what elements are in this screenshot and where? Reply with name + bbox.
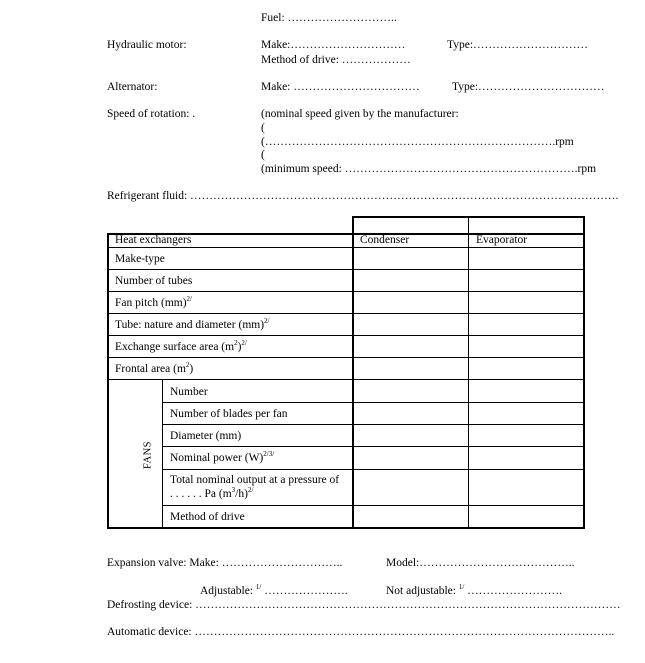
unit-exponent: 2 — [234, 339, 238, 348]
row-nominal-power — [170, 450, 275, 465]
adjustable-label: Adjustable: — [200, 585, 254, 597]
method-of-drive-field: Method of drive: ……………… — [261, 54, 411, 66]
speed-nominal-text: (nominal speed given by the manufacturer: — [261, 108, 459, 120]
row-fan-pitch — [115, 295, 192, 310]
row-label: Number of tubes — [115, 275, 193, 287]
row-method-of-drive — [170, 512, 245, 524]
table-line — [162, 446, 585, 447]
table-line — [468, 216, 469, 529]
expansion-valve-model-field: Model:………………………………….. — [386, 557, 575, 569]
table-line — [107, 313, 585, 314]
adjustable-field — [200, 583, 348, 598]
table-line — [162, 424, 585, 425]
footnote-ref: 1/ — [458, 583, 465, 592]
row-label: Exchange surface area (m — [115, 341, 235, 353]
hydraulic-type-field: Type:………………………… — [447, 39, 589, 51]
table-line — [107, 269, 585, 270]
row-frontal-area — [115, 361, 194, 376]
unit-exponent: 3 — [231, 486, 236, 495]
table-line — [107, 527, 585, 529]
header-condenser: Condenser — [360, 234, 410, 246]
footnote-ref: 2/ — [241, 339, 247, 348]
row-label: Number of blades per fan — [170, 408, 288, 420]
row-blades-per-fan — [170, 409, 288, 421]
row-label: Nominal power (W) — [170, 452, 264, 464]
table-line — [107, 335, 585, 336]
expansion-valve-make-field: Expansion valve: Make: ………………………….. — [107, 557, 343, 569]
alternator-label: Alternator: — [107, 81, 158, 93]
fuel-field: Fuel: ……………………….. — [261, 12, 397, 24]
footnote-ref: 2/ — [247, 486, 254, 495]
row-label: Number — [170, 386, 208, 398]
alternator-make-field: Make: …………………………… — [261, 81, 420, 93]
row-label: Make-type — [115, 253, 165, 265]
header-evaporator: Evaporator — [476, 234, 528, 246]
row-fan-diameter — [170, 431, 241, 443]
row-total-nominal-output-line2 — [170, 486, 254, 501]
table-line — [107, 291, 585, 292]
not-adjustable-label: Not adjustable: — [386, 585, 456, 597]
footnote-ref: 2/ — [264, 317, 270, 326]
automatic-device-field: Automatic device: ……………………………………………………………………………………………….. — [107, 626, 615, 638]
row-label: Total nominal output at a pressure of — [170, 474, 340, 486]
row-exchange-surface-area — [115, 339, 247, 354]
footnote-ref: 2/3/ — [263, 450, 275, 459]
speed-of-rotation-label: Speed of rotation: . — [107, 108, 196, 120]
row-label-end: /h) — [235, 488, 248, 500]
speed-paren-2: ( — [261, 149, 265, 161]
table-line — [107, 233, 109, 529]
row-label: Tube: nature and diameter (mm) — [115, 319, 265, 331]
row-label-end: ) — [237, 341, 242, 353]
not-adjustable-field — [386, 583, 563, 598]
table-line — [107, 247, 585, 248]
row-total-nominal-output — [170, 475, 339, 487]
row-tube-nature-diameter — [115, 317, 270, 332]
header-heat-exchangers: Heat exchangers — [115, 234, 192, 246]
table-line — [162, 469, 585, 470]
fans-group-label: FANS — [142, 440, 154, 470]
heat-exchangers-table — [107, 216, 585, 529]
table-line — [352, 216, 354, 529]
footnote-ref: 2/ — [186, 295, 192, 304]
hydraulic-make-field: Make:………………………… — [261, 39, 406, 51]
defrosting-device-field: Defrosting device: ………………………………………………………………………………………………… — [107, 599, 621, 611]
row-label: Method of drive — [170, 511, 245, 523]
refrigerant-fluid-field: Refrigerant fluid: …………………………………………………………………………………………………. — [107, 190, 619, 202]
footnote-ref: 1/ — [255, 583, 262, 592]
table-line — [583, 216, 585, 529]
speed-minimum-line: (minimum speed: …………………………………………………….rpm — [261, 163, 597, 175]
row-fan-number — [170, 387, 208, 399]
alternator-type-field: Type:…………………………… — [452, 81, 605, 93]
table-line — [353, 216, 585, 218]
not-adjustable-dots: ……………………. — [467, 585, 563, 597]
hydraulic-motor-label: Hydraulic motor: — [107, 39, 187, 51]
table-line — [162, 505, 585, 506]
speed-nominal-line: (………………………………………………………………….rpm — [261, 136, 574, 148]
table-line — [107, 379, 585, 380]
row-label: Frontal area (m — [115, 363, 186, 375]
unit-exponent: 2 — [185, 361, 190, 370]
speed-paren-1: ( — [261, 122, 265, 134]
adjustable-dots: …………………. — [264, 585, 348, 597]
row-label: . . . . . . Pa (m — [170, 488, 232, 500]
row-make-type — [115, 254, 165, 266]
row-label: Diameter (mm) — [170, 430, 242, 442]
table-line — [162, 402, 585, 403]
table-line — [107, 357, 585, 358]
row-label-end: ) — [189, 363, 194, 375]
row-label: Fan pitch (mm) — [115, 297, 187, 309]
row-number-of-tubes — [115, 276, 192, 288]
